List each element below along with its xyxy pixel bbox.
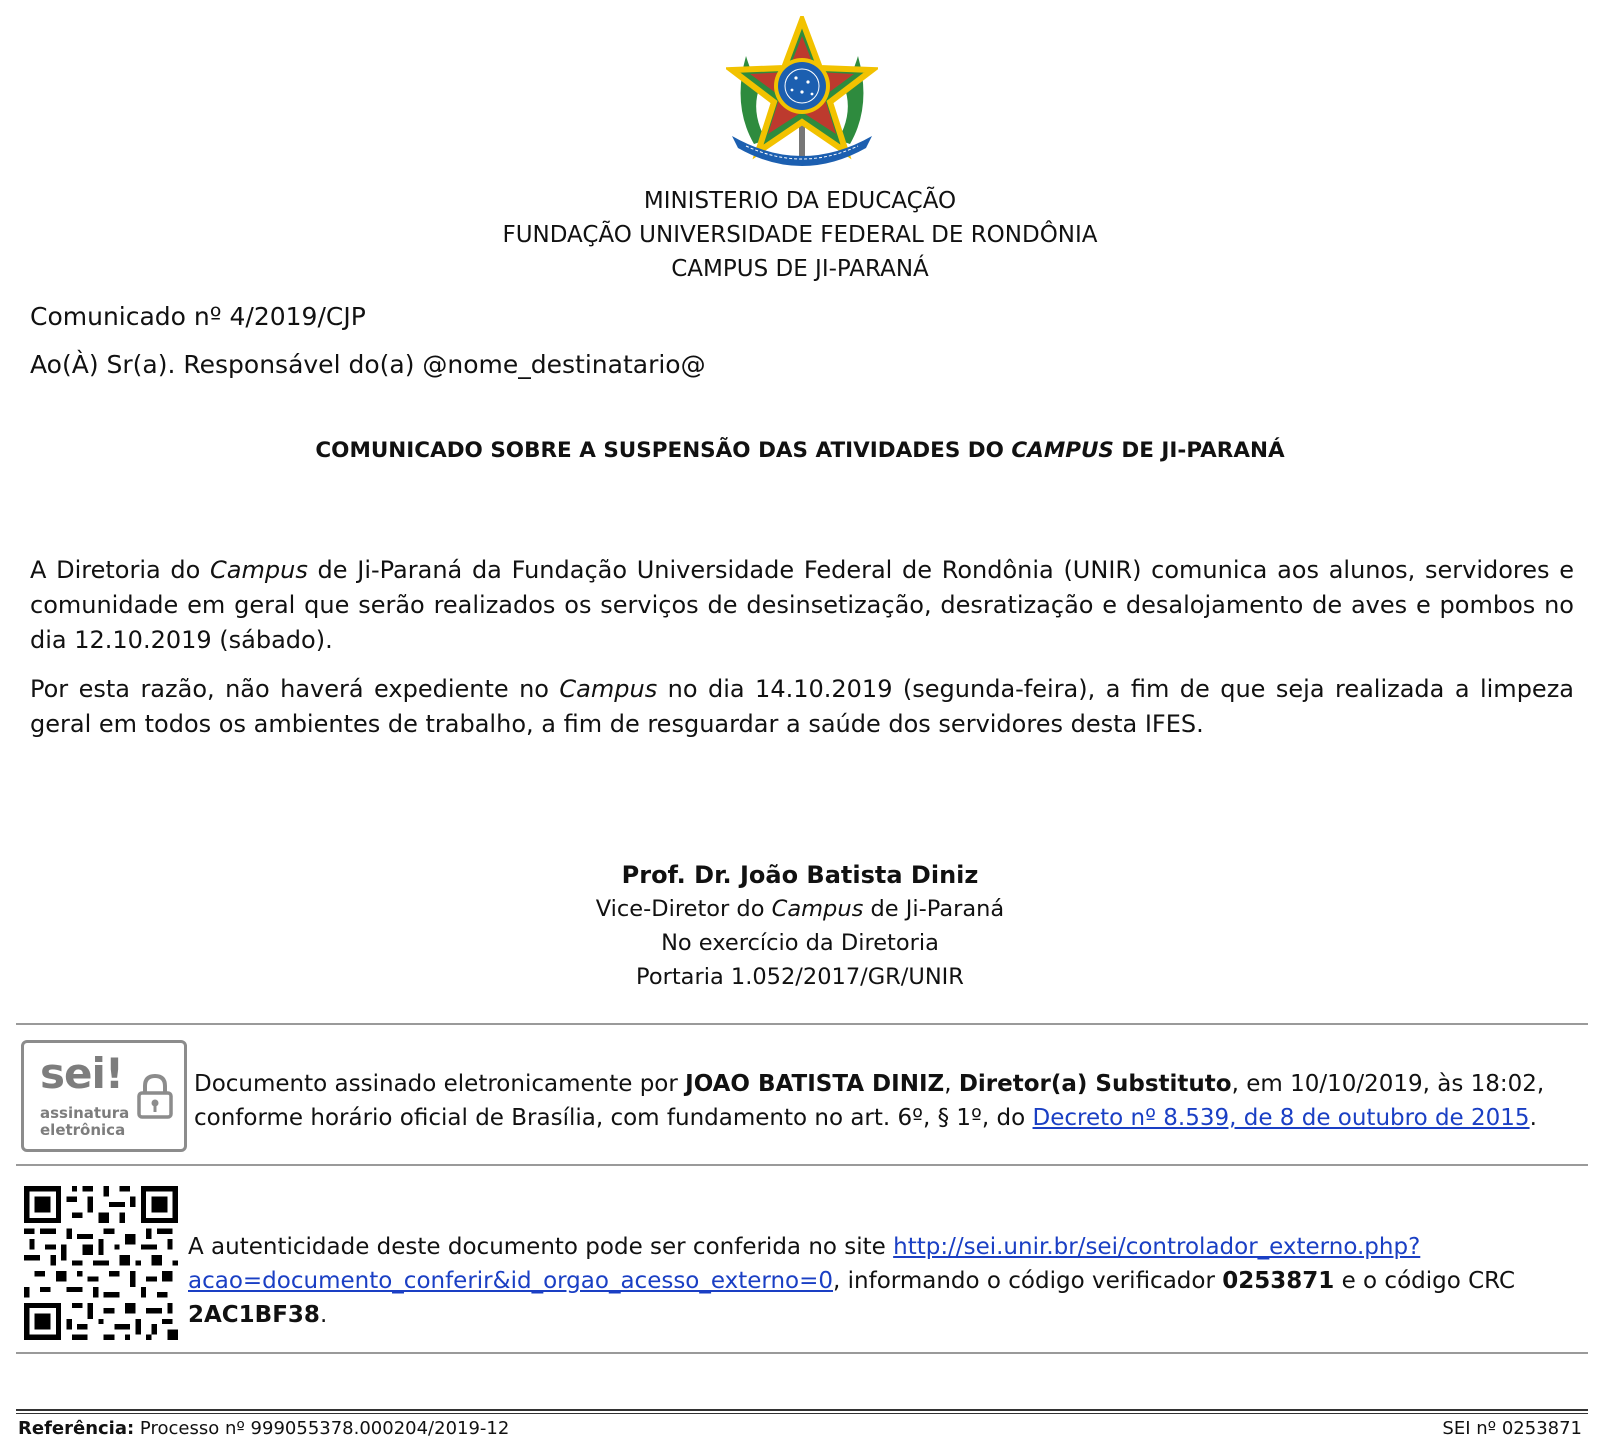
auth-part-1: A autenticidade deste documento pode ser conferida no site: [188, 1234, 894, 1260]
document-header: [0, 184, 1600, 286]
padlock-icon: [136, 1073, 174, 1119]
title-part-1: COMUNICADO SOBRE A SUSPENSÃO DAS ATIVIDADES DO: [315, 438, 1012, 463]
qr-code-icon: [24, 1186, 178, 1340]
electronic-signature-text: [194, 1067, 1574, 1135]
divider-top: [16, 1023, 1588, 1025]
header-ministry: MINISTERIO DA EDUCAÇÃO: [643, 188, 957, 214]
body1-italic: Campus: [210, 556, 308, 584]
auth-part-3: e o código CRC: [1334, 1268, 1516, 1294]
sig-text-part-3: , em 10/10/2019, às 18:02, conforme horário oficial de Brasília, com fundamento no art. 6º, § 1º, do: [194, 1071, 1545, 1131]
sei-signature-badge: [21, 1040, 187, 1152]
signer-role: [0, 892, 1600, 926]
sig-text-part-2: ,: [944, 1071, 959, 1097]
body-paragraph-2: [30, 672, 1574, 742]
sei-caption-line1: assinatura: [40, 1104, 130, 1122]
body-paragraph-1: [30, 553, 1574, 658]
sig-role: Diretor(a) Substituto: [958, 1071, 1232, 1097]
sei-caption-line2: eletrônica: [40, 1121, 126, 1139]
body1-part-1: A Diretoria do: [30, 556, 211, 584]
signer-exercise: No exercício da Diretoria: [661, 930, 939, 956]
brazil-coat-of-arms-icon: [726, 16, 878, 172]
sei-logo: sei!: [40, 1049, 124, 1098]
role-italic: Campus: [771, 896, 864, 922]
verification-code: 0253871: [1222, 1268, 1335, 1294]
header-foundation: FUNDAÇÃO UNIVERSIDADE FEDERAL DE RONDÔNIA: [502, 222, 1098, 248]
body2-italic: Campus: [559, 675, 658, 703]
sei-badge-caption: [40, 1105, 129, 1139]
signer-portaria: Portaria 1.052/2017/GR/UNIR: [636, 964, 964, 990]
auth-part-4: .: [319, 1302, 328, 1328]
sig-text-part-4: .: [1529, 1105, 1537, 1131]
body2-part-1: Por esta razão, não haverá expediente no: [30, 675, 560, 703]
footer-sei-number: SEI nº 0253871: [1442, 1418, 1582, 1439]
role-part-2: de Ji-Paraná: [863, 896, 1005, 922]
sig-text-part-1: Documento assinado eletronicamente por: [194, 1071, 686, 1097]
signer-name: Prof. Dr. João Batista Diniz: [621, 861, 979, 889]
authenticity-text: [188, 1230, 1583, 1332]
crc-code: 2AC1BF38: [188, 1302, 320, 1328]
header-campus: CAMPUS DE JI-PARANÁ: [671, 256, 929, 282]
sig-signer: JOAO BATISTA DINIZ: [685, 1071, 945, 1097]
body2-part-2: no dia 14.10.2019 (segunda-feira), a fim de que seja realizada a limpeza geral em todos os ambientes de trabalho, a fim de resguardar a saúde dos servidores desta IFES.: [30, 675, 1574, 738]
role-part-1: Vice-Diretor do: [595, 896, 772, 922]
footer-reference: [18, 1418, 509, 1439]
decree-link[interactable]: Decreto nº 8.539, de 8 de outubro de 2015: [1032, 1105, 1530, 1131]
verification-link[interactable]: http://sei.unir.br/sei/controlador_externo.php?acao=documento_conferir&id_orgao_acesso_externo=0: [188, 1234, 1421, 1294]
footer-rule-thin: [16, 1413, 1588, 1414]
title-italic: CAMPUS: [1011, 438, 1114, 463]
title-part-2: DE JI-PARANÁ: [1113, 438, 1285, 463]
signature-block: [0, 858, 1600, 994]
divider-middle: [16, 1164, 1588, 1166]
body1-part-2: de Ji-Paraná da Fundação Universidade Federal de Rondônia (UNIR) comunica aos alunos, servidores e comunidade em geral que serão realizados os serviços de desinsetização, desratização e desalojamento de aves e pombos no dia 12.10.2019 (sábado).: [30, 556, 1575, 654]
comunicado-number: Comunicado nº 4/2019/CJP: [30, 302, 366, 331]
reference-value: Processo nº 999055378.000204/2019-12: [134, 1418, 510, 1439]
auth-part-2: , informando o código verificador: [833, 1268, 1223, 1294]
footer-rule-thick: [16, 1409, 1588, 1411]
document-title: [0, 438, 1600, 463]
recipient-line: Ao(À) Sr(a). Responsável do(a) @nome_destinatario@: [30, 350, 706, 379]
divider-bottom: [16, 1352, 1588, 1354]
reference-label: Referência:: [18, 1418, 135, 1439]
